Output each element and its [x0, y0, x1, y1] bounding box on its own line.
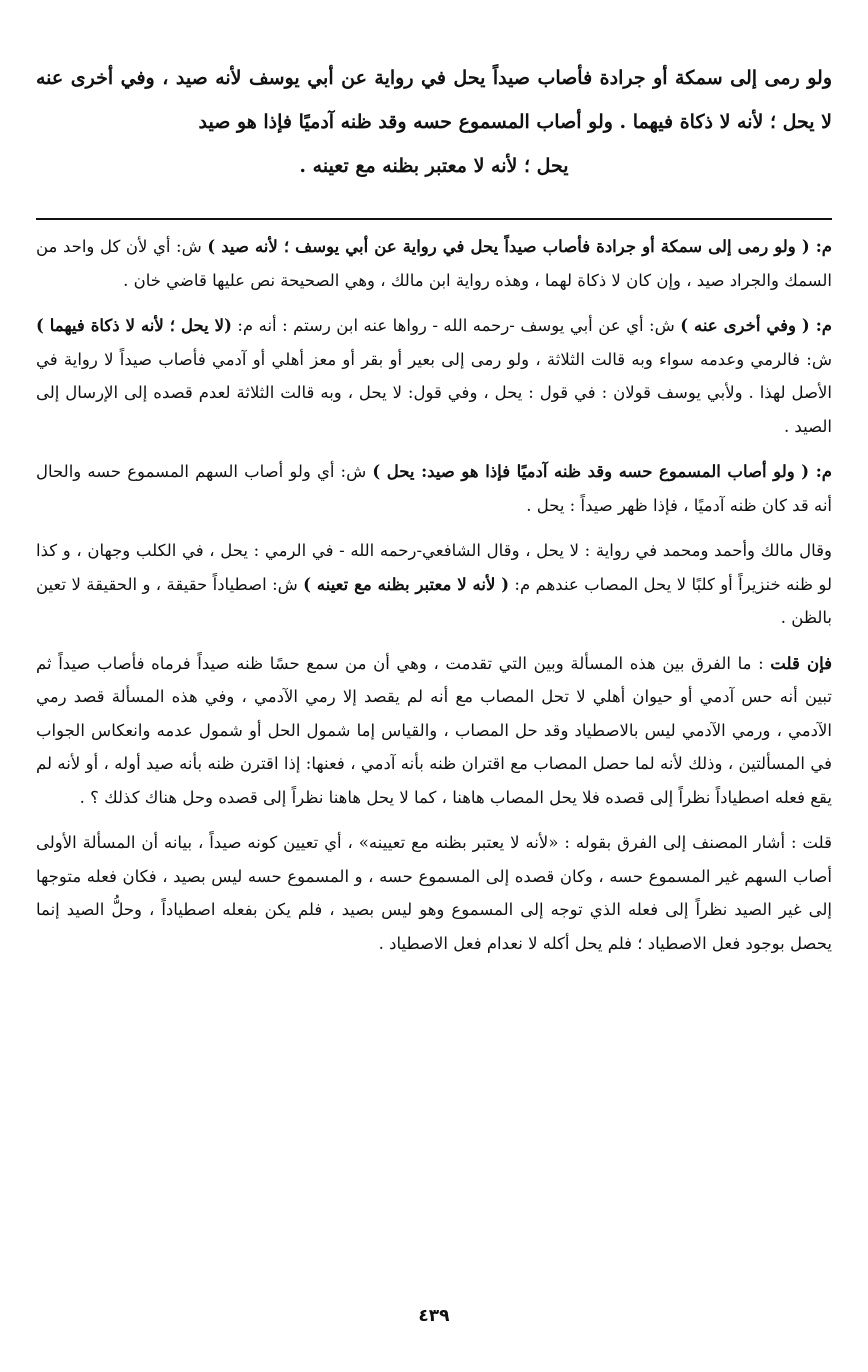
page-number: ٤٣٩ [418, 1306, 450, 1326]
commentary [36, 230, 832, 960]
matn-line-1: ولو رمى إلى سمكة أو جرادة فأصاب صيداً يحل في رواية عن أبي يوسف لأنه صيد ، وفي أخرى عنه لا يحل ؛ لأنه لا ذكاة فيهما . ولو أصاب المسموع حسه وقد ظنه آدميًا فإذا هو صيد [36, 67, 832, 133]
matn-quote: م: ( وفي أخرى عنه ) [680, 316, 832, 335]
commentary-paragraph-5 [36, 647, 832, 815]
commentary-paragraph-1 [36, 230, 832, 297]
matn-quote: م: ( ولو رمى إلى سمكة أو جرادة فأصاب صيداً يحل في رواية عن أبي يوسف ؛ لأنه صيد ) [207, 237, 833, 256]
matn-quote: (لا يحل ؛ لأنه لا ذكاة فيهما ) [36, 316, 232, 335]
commentary-text: ش: أي لأن كل واحد من السمك والجراد صيد ، وإن كان لا ذكاة لهما ، وهذه رواية ابن مالك ، وهي الصحيحة نص عليها قاضي خان . [36, 237, 832, 290]
page-content [36, 56, 832, 972]
commentary-text: قلت : أشار المصنف إلى الفرق بقوله : «لأنه لا يعتبر بظنه مع تعيينه» ، أي تعيين كونه صيداً ، بيانه أن المسألة الأولى أصاب السهم غير المسموع حسه ، وكان قصده إلى المسموع حسه ، و المسموع حسه ليس بصيد ، فكان فعله متوجها إلى غير الصيد نظراً إلى فعله الذي توجه إلى المسموع وهو ليس بصيد ، فلم يكن بفعله اصطياداً ، وحلُّ الصيد إنما يحصل بوجود فعل الاصطياد ؛ فلم يحل أكله لا نعدام فعل الاصطياد . [36, 833, 832, 953]
matn-quote: م: ( ولو أصاب المسموع حسه وقد ظنه آدميًا فإذا هو صيد: يحل ) [372, 462, 832, 481]
commentary-text: وقال مالك وأحمد ومحمد في رواية : لا يحل ، وقال الشافعي-رحمه الله - في الرمي : يحل ، في الكلب وجهان ، و كذا لو ظنه خنزيراً أو كلبًا لا يحل المصاب عندهم م: [36, 541, 832, 594]
commentary-paragraph-4 [36, 534, 832, 635]
commentary-paragraph-2 [36, 309, 832, 443]
matn-text [36, 56, 832, 188]
matn-quote: ( لأنه لا معتبر بظنه مع تعينه ) [303, 574, 510, 594]
commentary-text: ش: اصطياداً حقيقة ، و الحقيقة لا تعين بالظن . [36, 574, 832, 627]
commentary-paragraph-6 [36, 826, 832, 960]
commentary-text: ش: أي ولو أصاب السهم المسموع حسه والحال أنه قد كان ظنه آدميًا ، فإذا ظهر صيداً : يحل . [36, 462, 832, 515]
commentary-paragraph-3 [36, 455, 832, 522]
commentary-text: ش: أي عن أبي يوسف -رحمه الله - رواها عنه ابن رستم : أنه م: [231, 316, 681, 335]
question-label: فإن قلت [770, 653, 833, 673]
commentary-text: : ما الفرق بين هذه المسألة وبين التي تقدمت ، وهي أن من سمع حسًا ظنه صيداً فرماه فأصاب صيداً ثم تبين أنه حس آدمي أو حيوان أهلي لا تحل المصاب مع أنه لم يقصد إلا رمي الآدمي ، وفي هذه المسألة قصد رمي الآدمي ، ورمي الآدمي ليس بالاصطياد وقد حل المصاب ، والقياس إما شمول الحل أو شمول عدمه وانعكاس الجواب في المسألتين ، وذلك لأنه لما حصل المصاب مع اقتران ظنه بأنه آدمي ، فعنها: إذا اقترن ظنه بأنه صيد أوله ، أو لأنه لم يقع فعله اصطياداً نظراً إلى قصده فلا يحل المصاب هاهنا ، كما لا يحل هاهنا نظراً إلى قصده وحل هناك كذلك ؟ . [36, 653, 832, 807]
commentary-text: ش: فالرمي وعدمه سواء وبه قالت الثلاثة ، ولو رمى إلى بعير أو بقر أو معز أهلي أو آدمي فأصاب صيداً لا رواية في الأصل لهذا . ولأبي يوسف قولان : في قول : يحل ، وفي قول: لا يحل ، وبه قالت الثلاثة لعدم قصده إلى الإرسال إلى الصيد . [36, 349, 832, 436]
matn-line-2: يحل ؛ لأنه لا معتبر بظنه مع تعينه . [299, 155, 569, 177]
separator-line [36, 218, 832, 220]
